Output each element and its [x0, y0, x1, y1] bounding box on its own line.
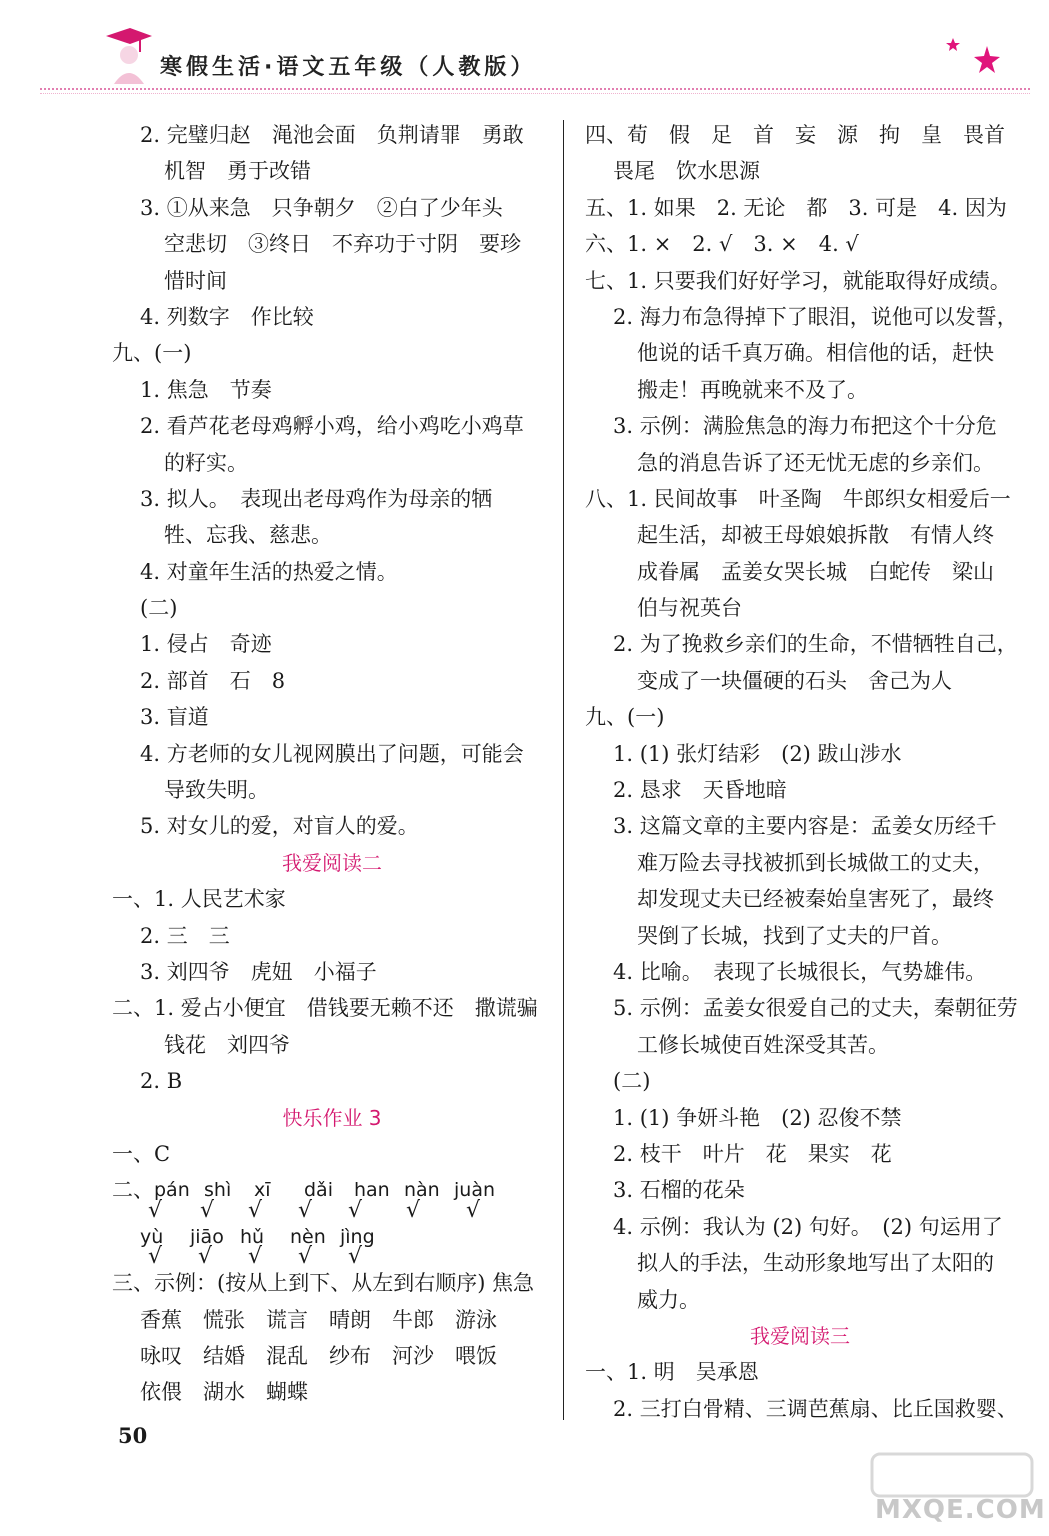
answer-line: 4. 比喻。 表现了长城很长，气势雄伟。	[613, 959, 987, 984]
check-mark: √	[348, 1197, 363, 1223]
answer-line: 4. 示例：我认为 (2) 句好。 (2) 句运用了	[613, 1214, 1003, 1239]
answer-line: 工修长城使百姓深受其苦。	[637, 1032, 889, 1057]
answer-line: 哭倒了长城，找到了丈夫的尸首。	[637, 923, 952, 948]
answer-line: 成眷属 孟姜女哭长城 白蛇传 梁山	[637, 559, 994, 584]
pinyin-item: han	[354, 1179, 390, 1202]
answer-line: 拟人的手法，生动形象地写出了太阳的	[637, 1251, 994, 1276]
section-title: 我爱阅读三	[750, 1323, 850, 1348]
right-column	[585, 117, 1018, 1427]
answer-line: 3. 石榴的花朵	[613, 1178, 745, 1203]
pinyin-item: pán	[154, 1179, 190, 1202]
section-title: 我爱阅读二	[282, 850, 382, 875]
pinyin-item: shì	[204, 1179, 232, 1202]
check-mark: √	[348, 1244, 363, 1270]
header-divider-secondary	[40, 93, 1030, 94]
answer-line: 三、示例：(按从上到下、从左到右顺序) 焦急	[112, 1271, 535, 1296]
answer-line: 3. 刘四爷 虎妞 小福子	[140, 959, 377, 984]
answer-line: 牲、忘我、慈悲。	[164, 523, 332, 548]
question-heading: (二)	[140, 596, 178, 621]
answer-line: 2. 看芦花老母鸡孵小鸡，给小鸡吃小鸡草	[140, 414, 524, 439]
pinyin-item: hǔ	[240, 1225, 265, 1248]
answer-line: 2. 恳求 天昏地暗	[613, 778, 787, 803]
pinyin-item: xī	[254, 1179, 271, 1202]
check-mark: √	[148, 1197, 163, 1223]
header-divider	[40, 88, 1030, 90]
answer-line: 变成了一块僵硬的石头 舍己为人	[637, 668, 952, 693]
watermark-text: MXQE.COM	[875, 1495, 1046, 1525]
answer-line: 一、1. 人民艺术家	[112, 887, 286, 912]
answer-line: 六、1. × 2. √ 3. × 4. √	[585, 232, 859, 257]
stars-decoration-icon	[935, 32, 1005, 82]
check-mark: √	[298, 1244, 313, 1270]
answer-line: 一、C	[112, 1141, 171, 1166]
check-mark: √	[406, 1197, 421, 1223]
answer-line: 2. 部首 石 8	[140, 668, 286, 693]
answer-line: 导致失明。	[164, 778, 269, 803]
check-mark: √	[248, 1197, 263, 1223]
check-row	[112, 1244, 552, 1270]
answer-line: 二、1. 爱占小便宜 借钱要无赖不还 撒谎骗	[112, 996, 538, 1021]
answer-line: 2. 海力布急得掉下了眼泪，说他可以发誓，	[613, 304, 1018, 329]
answer-line: 畏尾 饮水思源	[613, 159, 760, 184]
check-mark: √	[466, 1197, 481, 1223]
header-title: 寒假生活·语文五年级（人教版）	[160, 55, 537, 80]
pinyin-item: juàn	[454, 1179, 496, 1202]
answer-line: 3. 这篇文章的主要内容是：孟姜女历经千	[613, 814, 997, 839]
question-heading: (二)	[613, 1069, 651, 1094]
page-number: 50	[118, 1423, 148, 1448]
pinyin-item: nàn	[404, 1179, 440, 1202]
check-mark: √	[198, 1244, 213, 1270]
answer-line: 1. (1) 张灯结彩 (2) 跋山涉水	[613, 741, 902, 766]
answer-line: 八、1. 民间故事 叶圣陶 牛郎织女相爱后一	[585, 486, 1011, 511]
answer-line: 一、1. 明 吴承恩	[585, 1360, 759, 1385]
answer-line: 2. 枝干 叶片 花 果实 花	[613, 1141, 892, 1166]
answer-line: 4. 对童年生活的热爱之情。	[140, 559, 398, 584]
answer-line: 3. ①从来急 只争朝夕 ②白了少年头	[140, 195, 503, 220]
answer-line: 1. 侵占 奇迹	[140, 632, 272, 657]
answer-line: 4. 方老师的女儿视网膜出了问题，可能会	[140, 741, 524, 766]
pinyin-item: dǎi	[304, 1179, 333, 1202]
answer-line: 2. 三打白骨精、三调芭蕉扇、比丘国救婴、	[613, 1396, 1018, 1421]
answer-line: 他说的话千真万确。相信他的话，赶快	[637, 341, 994, 366]
answer-line: 2. B	[140, 1069, 183, 1094]
question-heading: 九、(一)	[585, 705, 665, 730]
answer-line: 机智 勇于改错	[164, 159, 311, 184]
page-header	[0, 0, 1049, 95]
answer-line: 搬走！再晚就来不及了。	[637, 377, 868, 402]
answer-line: 咏叹 结婚 混乱 纱布 河沙 喂饭	[140, 1343, 497, 1368]
answer-line: 3. 示例：满脸焦急的海力布把这个十分危	[613, 414, 997, 439]
graduate-logo-icon	[100, 22, 156, 84]
answer-line: 伯与祝英台	[637, 596, 742, 621]
answer-line: 5. 示例：孟姜女很爱自己的丈夫，秦朝征劳	[613, 996, 1018, 1021]
answer-line: 3. 盲道	[140, 705, 209, 730]
answer-line: 依偎 湖水 蝴蝶	[140, 1380, 308, 1405]
answer-line: 3. 拟人。 表现出老母鸡作为母亲的牺	[140, 486, 493, 511]
answer-line: 四、荀 假 足 首 妄 源 拘 皇 畏首	[585, 123, 1005, 147]
answer-prefix: 二、	[112, 1178, 154, 1203]
answer-line: 的籽实。	[164, 450, 248, 475]
check-mark: √	[148, 1244, 163, 1270]
answer-line: 钱花 刘四爷	[164, 1032, 290, 1057]
answer-line: 1. 焦急 节奏	[140, 377, 272, 402]
answer-line: 空悲切 ③终日 不弃功于寸阴 要珍	[164, 232, 521, 257]
pinyin-item: yù	[140, 1225, 164, 1248]
check-mark: √	[200, 1197, 215, 1223]
answer-line: 2. 三 三	[140, 923, 230, 948]
section-title: 快乐作业 3	[282, 1105, 382, 1130]
answer-line: 七、1. 只要我们好好学习，就能取得好成绩。	[585, 268, 1011, 293]
answer-line: 难万险去寻找被抓到长城做工的丈夫，	[637, 850, 994, 875]
answer-line: 威力。	[637, 1287, 700, 1312]
answer-line: 却发现丈夫已经被秦始皇害死了，最终	[637, 887, 994, 912]
answer-line: 2. 完璧归赵 渑池会面 负荆请罪 勇敢	[140, 123, 524, 147]
answer-line: 1. (1) 争妍斗艳 (2) 忍俊不禁	[613, 1105, 902, 1130]
answer-line: 香蕉 慌张 谎言 晴朗 牛郎 游泳	[140, 1307, 497, 1332]
check-mark: √	[298, 1197, 313, 1223]
answer-line: 急的消息告诉了还无忧无虑的乡亲们。	[637, 450, 994, 475]
answer-line: 2. 为了挽救乡亲们的生命，不惜牺牲自己，	[613, 632, 1018, 657]
check-mark: √	[248, 1244, 263, 1270]
question-heading: 九、(一)	[112, 341, 192, 366]
answer-line: 起生活，却被王母娘娘拆散 有情人终	[637, 523, 994, 548]
pinyin-item: nèn	[290, 1225, 326, 1248]
answer-line: 五、1. 如果 2. 无论 都 3. 可是 4. 因为	[585, 195, 1007, 220]
left-column	[112, 117, 552, 1411]
column-divider	[563, 120, 564, 1420]
check-row	[112, 1197, 552, 1223]
answer-line: 4. 列数字 作比较	[140, 304, 314, 329]
answer-line: 惜时间	[164, 268, 227, 293]
pinyin-item: jiāo	[190, 1225, 224, 1248]
pinyin-item: jìng	[340, 1225, 375, 1248]
answer-line: 5. 对女儿的爱，对盲人的爱。	[140, 814, 419, 839]
